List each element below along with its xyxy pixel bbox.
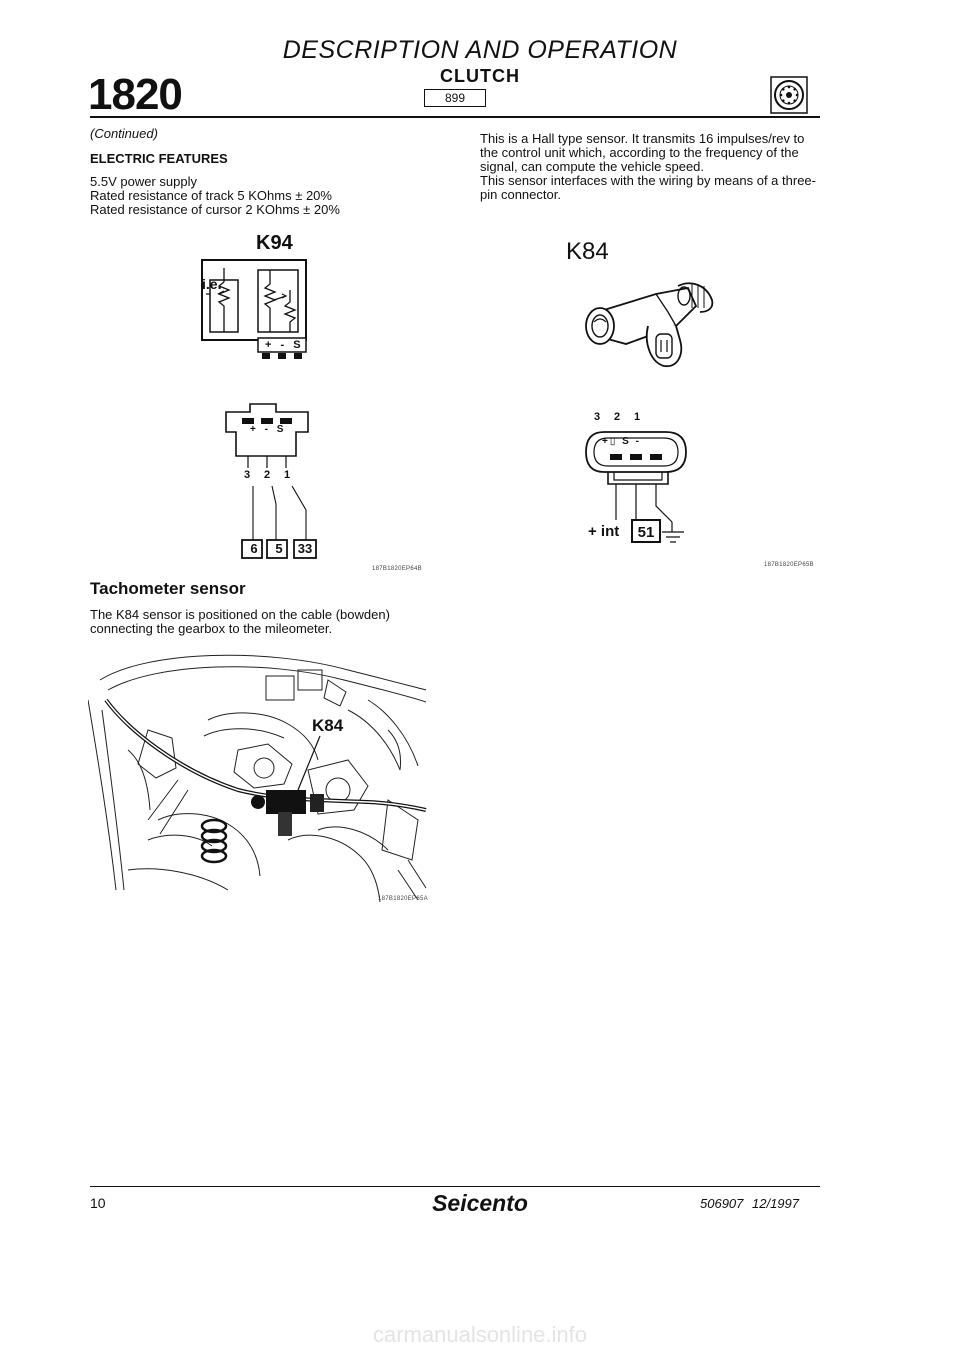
spec-line: Rated resistance of cursor 2 KOhms ± 20% — [90, 202, 340, 217]
k94-pin-signs: + - S — [265, 339, 304, 351]
k94-terminal: 33 — [297, 541, 313, 556]
k94-pin-number: 3 — [244, 469, 251, 481]
k84-connector-signs: +▯ S - — [602, 436, 641, 447]
brand-logo: Seicento — [432, 1190, 528, 1216]
spec-line: 5.5V power supply — [90, 174, 197, 189]
spec-list — [90, 175, 340, 217]
engine-bay-illustration — [88, 640, 428, 910]
page-number: 10 — [90, 1195, 106, 1211]
k84-label: K84 — [566, 238, 609, 265]
hall-sensor-description — [480, 132, 820, 202]
k94-box-label: i.e. — [202, 276, 222, 292]
k84-terminal: 51 — [637, 524, 655, 541]
paragraph: This is a Hall type sensor. It transmits 16 impulses/rev to the control unit which, according to the frequency of the signal, can compute the vehicle speed. — [480, 131, 805, 174]
continued-label: (Continued) — [90, 126, 158, 141]
site-watermark: carmanualsonline.info — [372, 1322, 588, 1347]
paragraph: This sensor interfaces with the wiring by means of a three-pin connector. — [480, 173, 816, 202]
k94-terminal: 6 — [250, 541, 258, 556]
k94-figure-ref: 187B1820EP64B — [372, 566, 422, 572]
photo-callout-k84: K84 — [312, 716, 344, 735]
header-rule — [90, 116, 820, 118]
k84-pin-number: 2 — [614, 411, 621, 423]
k94-pin-number: 1 — [284, 469, 291, 481]
section-heading-tachometer: Tachometer sensor — [90, 579, 246, 598]
k84-pin-number: 3 — [594, 411, 601, 423]
page-header-subtitle: CLUTCH — [440, 66, 520, 86]
gear-disc-icon — [770, 76, 808, 114]
k84-pin-number: 1 — [634, 411, 641, 423]
section-heading-electric-features: ELECTRIC FEATURES — [90, 151, 228, 166]
photo-figure-ref: 187B1820EP65A — [378, 896, 428, 902]
document-number: 506907 — [700, 1196, 744, 1211]
k84-sensor-drawing — [560, 272, 730, 382]
document-date: 12/1997 — [752, 1196, 799, 1211]
k94-potentiometer-diagram — [196, 254, 376, 584]
group-code-box: 899 — [424, 89, 486, 107]
k94-pin-number: 2 — [264, 469, 271, 481]
section-number: 1820 — [88, 70, 182, 119]
tachometer-description: The K84 sensor is positioned on the cable (bowden) connecting the gearbox to the mileometer. — [90, 607, 390, 636]
k94-label: K94 — [256, 232, 293, 254]
k94-connector-signs: + - S — [250, 424, 287, 435]
page-header-title: DESCRIPTION AND OPERATION — [282, 36, 678, 64]
spec-line: Rated resistance of track 5 KOhms ± 20% — [90, 188, 332, 203]
footer-rule — [90, 1186, 820, 1187]
k84-supply-label: + int — [588, 523, 620, 540]
k84-figure-ref: 187B1820EP65B — [764, 562, 814, 568]
k94-terminal: 5 — [275, 541, 283, 556]
